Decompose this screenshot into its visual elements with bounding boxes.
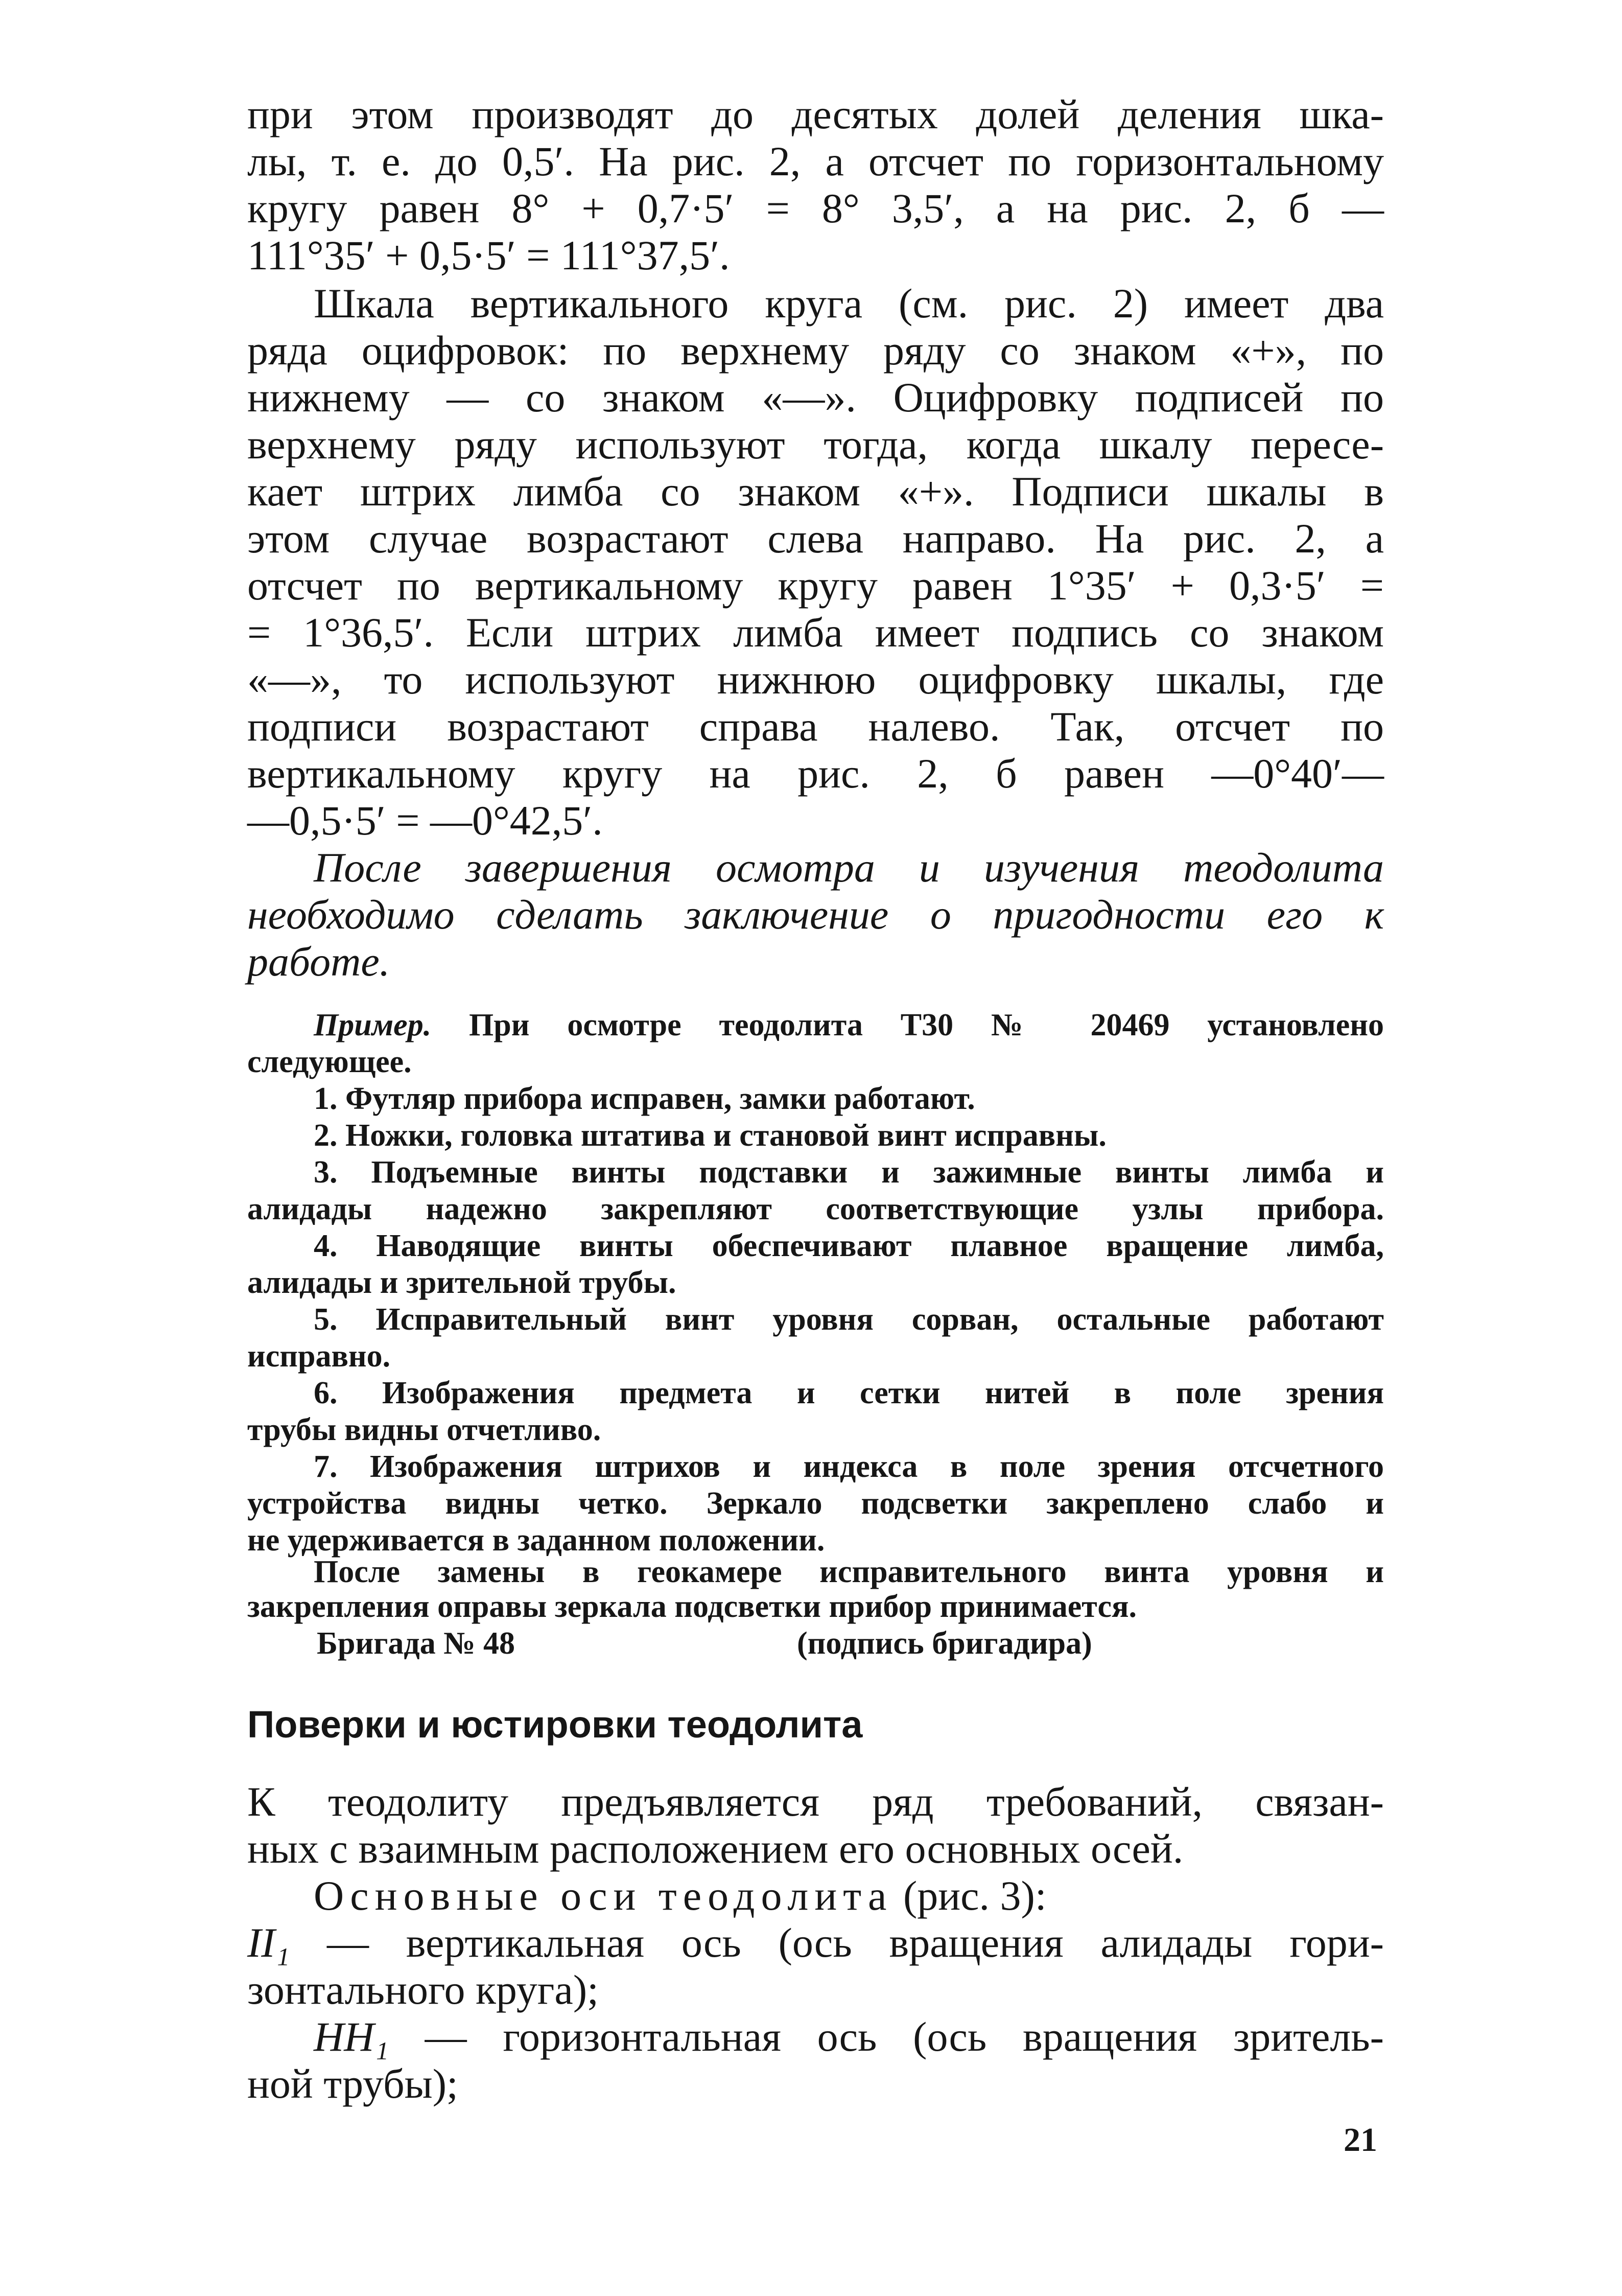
paragraph-1-line-2: лы, т. е. до 0,5′. На рис. 2, а отсчет по горизонтальному [247,138,1384,184]
foreman-signature: (подпись бригадира) [797,1626,1092,1661]
paragraph-2-line-2: ряда оцифровок: по верхнему ряду со знаком «+», по [247,327,1384,374]
page-number: 21 [1344,2121,1377,2159]
example-intro-line-2: следующее. [247,1045,412,1079]
example-item-6-line-1: 6. Изображения предмета и сетки нитей в поле зрения [314,1376,1384,1410]
paragraph-2-line-10: подписи возрастают справа налево. Так, отсчет по [247,703,1384,750]
conclusion-italic-line-2: необходимо сделать заключение о пригодности его к [247,891,1384,938]
axis-2-line-2: ной трубы); [247,2060,458,2107]
axis-2-line-1 [314,2013,1384,2060]
axes-intro-spaced: Основные оси теодолита [314,1872,893,1919]
example-item-1-line-1: 1. Футляр прибора исправен, замки работают. [314,1081,975,1116]
example-item-5-line-1: 5. Исправительный винт уровня сорван, остальные работают [314,1302,1384,1337]
paragraph-2-line-12: —0,5·5′ = —0°42,5′. [247,797,603,844]
example-item-3-line-2: алидады надежно закрепляют соответствующие узлы прибора. [247,1192,1384,1226]
axis-1-text: — вертикальная ось (ось вращения алидады гори- [290,1919,1384,1966]
axes-intro-rest: (рис. 3): [892,1872,1047,1919]
example-item-7-line-1: 7. Изображения штрихов и индекса в поле зрения отсчетного [314,1449,1384,1484]
axis-2-symbol: HH₁ [314,2013,389,2060]
example-item-4-line-2: алидады и зрительной трубы. [247,1265,676,1300]
paragraph-2-line-9: «—», то используют нижнюю оцифровку шкалы, где [247,656,1384,703]
example-item-7-line-3: не удерживается в заданном положении. [247,1523,825,1558]
example-intro-line-1 [314,1007,1384,1043]
paragraph-2-line-6: этом случае возрастают слева направо. На рис. 2, а [247,515,1384,562]
axes-intro [314,1872,1450,1919]
axis-1-symbol: II₁ [247,1919,290,1966]
paragraph-4-line-1: К теодолиту предъявляется ряд требований, связан- [247,1778,1384,1825]
example-item-2-line-1: 2. Ножки, головка штатива и становой винт исправны. [314,1118,1107,1153]
paragraph-1-line-1: при этом производят до десятых долей деления шка- [247,91,1384,137]
axis-1-line-2: зонтального круга); [247,1966,599,2013]
axis-1-line-1 [247,1919,1384,1966]
section-heading: Поверки и юстировки теодолита [247,1703,863,1746]
brigade-number: Бригада № 48 [317,1626,515,1661]
paragraph-1-line-3: кругу равен 8° + 0,7·5′ = 8° 3,5′, а на рис. 2, б — [247,185,1384,231]
example-item-7-line-2: устройства видны четко. Зеркало подсветки закреплено слабо и [247,1486,1384,1521]
example-item-6-line-2: трубы видны отчетливо. [247,1412,601,1447]
example-item-4-line-1: 4. Наводящие винты обеспечивают плавное вращение лимба, [314,1228,1384,1263]
paragraph-2-line-1: Шкала вертикального круга (см. рис. 2) имеет два [314,280,1384,327]
paragraph-2-line-5: кает штрих лимба со знаком «+». Подписи шкалы в [247,468,1384,515]
example-item-3-line-1: 3. Подъемные винты подставки и зажимные винты лимба и [314,1155,1384,1190]
example-conclusion-line-2: закрепления оправы зеркала подсветки прибор принимается. [247,1589,1137,1624]
paragraph-4-line-2: ных с взаимным расположением его основных осей. [247,1825,1184,1872]
paragraph-2-line-11: вертикальному кругу на рис. 2, б равен —0°40′— [247,750,1384,797]
example-intro-rest: При осмотре теодолита Т30 № 20469 установлено [469,1008,1384,1042]
paragraph-2-line-4: верхнему ряду используют тогда, когда шкалу пересе- [247,421,1384,468]
paragraph-1-line-4: 111°35′ + 0,5·5′ = 111°37,5′. [247,232,730,279]
conclusion-italic-line-1: После завершения осмотра и изучения теодолита [314,844,1384,891]
conclusion-italic-line-3: работе. [247,938,390,985]
paragraph-2-line-7: отсчет по вертикальному кругу равен 1°35′ + 0,3·5′ = [247,562,1384,609]
example-item-5-line-2: исправно. [247,1339,391,1374]
example-conclusion-line-1: После замены в геокамере исправительного винта уровня и [314,1555,1384,1589]
example-label: Пример. [314,1008,432,1042]
paragraph-2-line-3: нижнему — со знаком «—». Оцифровку подписей по [247,374,1384,421]
paragraph-2-line-8: = 1°36,5′. Если штрих лимба имеет подпись со знаком [247,609,1384,656]
axis-2-text: — горизонтальная ось (ось вращения зритель- [388,2013,1384,2060]
